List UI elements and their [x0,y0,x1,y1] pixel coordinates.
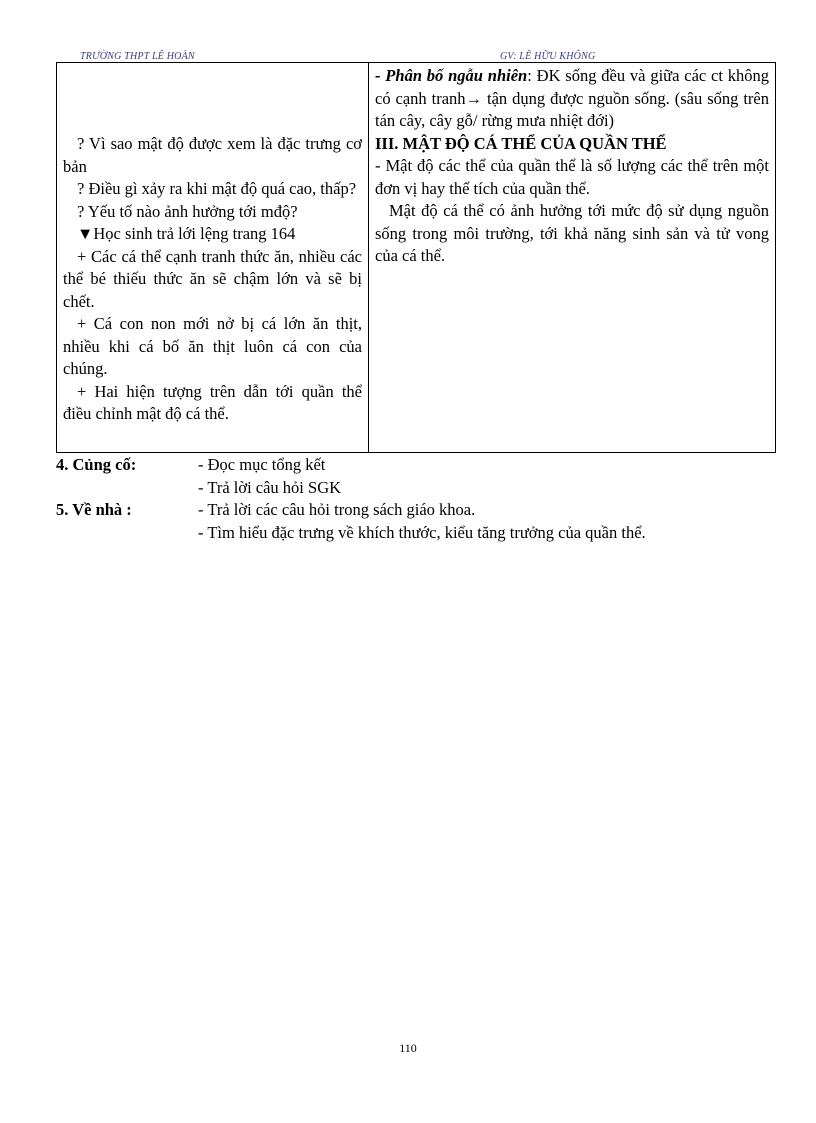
consolidation-row-2 [56,477,776,500]
consolidation-item: - Đọc mục tổng kết [198,455,326,474]
header-school: TRƯỜNG THPT LÊ HOÀN [80,51,195,62]
page-number: 110 [399,1041,417,1055]
density-effect: Mật độ cá thể có ảnh hưởng tới mức độ sử dụng nguồn sống trong môi trường, tới khả năng sinh sản và tử vong của cá thể. [375,201,769,265]
homework-label: 5. Về nhà : [56,500,132,519]
teacher-activity-column [57,63,369,452]
homework-item: - Trả lời các câu hỏi trong sách giáo khoa. [198,500,476,519]
answer-cannibalism: + Cá con non mới nở bị cá lớn ăn thịt, nhiều khi cá bố ăn thịt luôn cá con của chúng. [63,314,362,378]
content-column [369,63,775,452]
density-definition: - Mật độ các thể của quần thể là số lượng các thể trên một đơn vị hay thể tích của quần thể. [375,156,769,198]
question-factors: ? Yếu tố nào ảnh hưởng tới mđộ? [77,201,298,221]
consolidation-label: 4. Củng cố: [56,455,137,474]
consolidation-row-1 [56,454,776,477]
section-title: III. MẬT ĐỘ CÁ THỂ CỦA QUẦN THỂ [375,133,667,153]
homework-row-2 [56,522,776,545]
student-answer: ▼Học sinh trả lới lệng trang 164 [77,224,296,243]
question-high-low: ? Điều gì xảy ra khi mật độ quá cao, thấp? [77,179,357,198]
header-teacher: GV: LÊ HỮU KHÔNG [500,51,596,62]
question-density: ? Vì sao mật độ được xem là đặc trưng cơ bản [63,134,362,176]
random-distribution-label: - Phân bố ngẫu nhiên [375,66,528,85]
answer-regulation: + Hai hiện tượng trên dẫn tới quần thể điều chỉnh mật độ cá thể. [63,381,362,423]
random-distribution [375,65,769,133]
consolidation-item: - Trả lời câu hỏi SGK [198,477,342,497]
answer-competition: + Các cá thể cạnh tranh thức ăn, nhiều các thể bé thiếu thức ăn sẽ chậm lớn và sẽ bị chết. [63,246,362,311]
homework-row-1 [56,499,776,522]
lesson-table [56,62,776,453]
homework-item: - Tìm hiểu đặc trưng về khích thước, kiểu tăng trưởng của quần thể. [198,522,646,542]
random-distribution-text: : ĐK sống đều và giữa các ct không có cạnh tranh→ tận dụng được nguồn sống. (sâu sống trên tán cây, cây gỗ/ rừng mưa nhiệt đới) [375,66,770,130]
lesson-closing [56,454,776,544]
